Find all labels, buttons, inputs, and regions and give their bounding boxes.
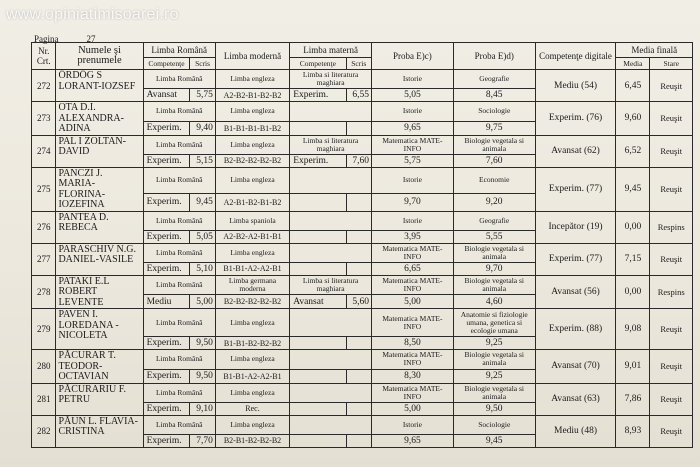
table-row bbox=[32, 211, 693, 230]
lm-levels: A2-B2-A2-B1-B1 bbox=[215, 230, 289, 243]
row-nr: 276 bbox=[32, 211, 56, 243]
ro-score: 5,10 bbox=[190, 262, 216, 275]
ro-subject: Limba Română bbox=[143, 415, 215, 434]
lm-subject: Limba engleza bbox=[215, 415, 289, 434]
mat-score bbox=[346, 121, 372, 135]
ro-subject: Limba Română bbox=[143, 211, 215, 230]
pd-subject: Biologie vegetala si animala bbox=[453, 243, 535, 262]
mat-score bbox=[346, 262, 372, 275]
pd-subject: Biologie vegetala si animala bbox=[453, 350, 535, 370]
pd-subject: Biologie vegetala si animala bbox=[453, 383, 535, 402]
pd-score: 9,75 bbox=[453, 121, 535, 135]
pd-subject: Biologie vegetala si animala bbox=[453, 275, 535, 295]
table-row bbox=[32, 383, 693, 402]
ro-subject: Limba Română bbox=[143, 135, 215, 154]
ro-score: 7,70 bbox=[190, 434, 216, 447]
lm-levels: B2-B2-B2-B2-B2 bbox=[215, 295, 289, 309]
lm-levels: Rec. bbox=[215, 402, 289, 415]
ro-level: Experim. bbox=[143, 337, 190, 350]
row-nr: 278 bbox=[32, 275, 56, 309]
status-result: Reuşit bbox=[650, 135, 693, 167]
lm-subject: Limba engleza bbox=[215, 383, 289, 402]
table-row bbox=[32, 309, 693, 337]
student-name: PAL I ZOLTAN-DAVID bbox=[56, 135, 143, 167]
pc-subject: Istorie bbox=[372, 211, 454, 230]
mat-score bbox=[346, 230, 372, 243]
final-average: 0,00 bbox=[616, 275, 650, 309]
pc-score: 5,00 bbox=[372, 295, 454, 309]
table-row bbox=[32, 275, 693, 295]
status-result: Reuşit bbox=[650, 167, 693, 211]
ro-level: Experim. bbox=[143, 434, 190, 447]
final-average: 8,93 bbox=[616, 415, 650, 447]
pc-score: 8,30 bbox=[372, 369, 454, 383]
pc-subject: Matematica MATE-INFO bbox=[372, 309, 454, 337]
mat-subject: Limba si literatura maghiara bbox=[290, 70, 372, 89]
ro-level: Experim. bbox=[143, 121, 190, 135]
row-nr: 282 bbox=[32, 415, 56, 447]
pd-score: 9,20 bbox=[453, 193, 535, 211]
pd-score: 9,45 bbox=[453, 434, 535, 447]
pd-subject: Sociologie bbox=[453, 102, 535, 122]
table-row bbox=[32, 243, 693, 262]
ro-score: 5,75 bbox=[190, 89, 216, 102]
pd-score: 9,50 bbox=[453, 402, 535, 415]
mat-score bbox=[346, 193, 372, 211]
header-media-finala: Media finală bbox=[616, 43, 693, 58]
pc-subject: Matematica MATE-INFO bbox=[372, 350, 454, 370]
pc-score: 5,05 bbox=[372, 89, 454, 102]
ro-score: 9,45 bbox=[190, 193, 216, 211]
table-row bbox=[32, 70, 693, 89]
lm-subject: Limba engleza bbox=[215, 102, 289, 122]
student-name: ÖRDÖG S LORANT-IOZSEF bbox=[56, 70, 143, 102]
ro-subject: Limba Română bbox=[143, 309, 215, 337]
header-limba-moderna: Limba modernă bbox=[215, 43, 289, 70]
page-value: 27 bbox=[86, 34, 96, 44]
row-nr: 275 bbox=[32, 167, 56, 211]
table-row bbox=[32, 350, 693, 370]
ro-score: 9,10 bbox=[190, 402, 216, 415]
digital-competence: Avansat (56) bbox=[535, 275, 616, 309]
ro-score: 9,40 bbox=[190, 121, 216, 135]
pd-score: 4,60 bbox=[453, 295, 535, 309]
lm-subject: Limba engleza bbox=[215, 309, 289, 337]
header-limba-romana: Limba Română bbox=[143, 43, 215, 58]
ro-level: Experim. bbox=[143, 369, 190, 383]
final-average: 7,15 bbox=[616, 243, 650, 275]
header-mat-competente: Competenţe bbox=[290, 58, 346, 70]
student-name: PĂUN L. FLAVIA-CRISTINA bbox=[56, 415, 143, 447]
row-nr: 274 bbox=[32, 135, 56, 167]
header-media: Media bbox=[616, 58, 650, 70]
mat-score bbox=[346, 337, 372, 350]
header-competente-digitale: Competenţe digitale bbox=[535, 43, 616, 70]
lm-levels: B1-B1-A2-A2-B1 bbox=[215, 262, 289, 275]
mat-level bbox=[290, 230, 346, 243]
lm-levels: B1-B1-A2-A2-B1 bbox=[215, 369, 289, 383]
lm-subject: Limba engleza bbox=[215, 135, 289, 154]
student-name: PĂCURAR T. TEODOR-OCTAVIAN bbox=[56, 350, 143, 384]
mat-level bbox=[290, 337, 346, 350]
pc-subject: Istorie bbox=[372, 167, 454, 193]
ro-subject: Limba Română bbox=[143, 102, 215, 122]
header-nr: Nr. Crt. bbox=[32, 43, 56, 70]
pc-score: 9,70 bbox=[372, 193, 454, 211]
ro-subject: Limba Română bbox=[143, 383, 215, 402]
mat-subject bbox=[290, 167, 372, 193]
pc-subject: Matematica MATE-INFO bbox=[372, 243, 454, 262]
digital-competence: Experim. (88) bbox=[535, 309, 616, 350]
mat-level bbox=[290, 262, 346, 275]
final-average: 6,45 bbox=[616, 70, 650, 102]
digital-competence: Mediu (54) bbox=[535, 70, 616, 102]
mat-score: 7,60 bbox=[346, 154, 372, 167]
student-name: PĂCURARIU F. PETRU bbox=[56, 383, 143, 415]
digital-competence: Avansat (70) bbox=[535, 350, 616, 384]
page-label: Pagina bbox=[34, 34, 59, 44]
lm-subject: Limba engleza bbox=[215, 167, 289, 193]
pd-subject: Economie bbox=[453, 167, 535, 193]
ro-score: 9,50 bbox=[190, 337, 216, 350]
mat-subject: Limba si literatura maghiara bbox=[290, 135, 372, 154]
pc-score: 5,75 bbox=[372, 154, 454, 167]
student-name: PATAKI E.L ROBERT LEVENTE bbox=[56, 275, 143, 309]
status-result: Reuşit bbox=[650, 415, 693, 447]
student-name: PANCZI J. MARIA-FLORINA-IOZEFINA bbox=[56, 167, 143, 211]
mat-level bbox=[290, 193, 346, 211]
row-nr: 277 bbox=[32, 243, 56, 275]
digital-competence: Avansat (62) bbox=[535, 135, 616, 167]
header-proba-c: Proba E)c) bbox=[372, 43, 454, 70]
mat-subject bbox=[290, 309, 372, 337]
mat-subject bbox=[290, 415, 372, 434]
pc-subject: Matematica MATE-INFO bbox=[372, 383, 454, 402]
student-name: OTA D.I. ALEXANDRA-ADINA bbox=[56, 102, 143, 136]
ro-subject: Limba Română bbox=[143, 70, 215, 89]
mat-subject: Limba si literatura maghiara bbox=[290, 275, 372, 295]
mat-level: Experim. bbox=[290, 89, 346, 102]
status-result: Reuşit bbox=[650, 383, 693, 415]
mat-level bbox=[290, 369, 346, 383]
mat-level bbox=[290, 434, 346, 447]
lm-subject: Limba engleza bbox=[215, 70, 289, 89]
pc-score: 9,65 bbox=[372, 121, 454, 135]
ro-level: Avansat bbox=[143, 89, 190, 102]
pc-subject: Matematica MATE-INFO bbox=[372, 135, 454, 154]
pd-score: 8,45 bbox=[453, 89, 535, 102]
ro-score: 9,50 bbox=[190, 369, 216, 383]
status-result: Reuşit bbox=[650, 350, 693, 384]
digital-competence: Avansat (63) bbox=[535, 383, 616, 415]
mat-score: 6,55 bbox=[346, 89, 372, 102]
pc-subject: Istorie bbox=[372, 70, 454, 89]
pc-score: 6,65 bbox=[372, 262, 454, 275]
pd-score: 9,25 bbox=[453, 337, 535, 350]
watermark: www.opiniatimisoarei.ro bbox=[6, 6, 179, 23]
student-name: PANTEA D. REBECA bbox=[56, 211, 143, 243]
pd-subject: Sociologie bbox=[453, 415, 535, 434]
pc-score: 9,65 bbox=[372, 434, 454, 447]
student-name: PAVEN I. LOREDANA - NICOLETA bbox=[56, 309, 143, 350]
table-row bbox=[32, 135, 693, 154]
pd-subject: Anatomie si fiziologie umana, genetica si ecologie umana bbox=[453, 309, 535, 337]
ro-level: Experim. bbox=[143, 230, 190, 243]
ro-score: 5,15 bbox=[190, 154, 216, 167]
pc-subject: Matematica MATE-INFO bbox=[372, 275, 454, 295]
mat-subject bbox=[290, 383, 372, 402]
final-average: 6,52 bbox=[616, 135, 650, 167]
lm-subject: Limba spaniola bbox=[215, 211, 289, 230]
mat-subject bbox=[290, 350, 372, 370]
final-average: 9,08 bbox=[616, 309, 650, 350]
mat-level: Experim. bbox=[290, 154, 346, 167]
ro-subject: Limba Română bbox=[143, 167, 215, 193]
pd-score: 9,25 bbox=[453, 369, 535, 383]
pc-score: 3,95 bbox=[372, 230, 454, 243]
header-proba-d: Proba E)d) bbox=[453, 43, 535, 70]
digital-competence: Incepător (19) bbox=[535, 211, 616, 243]
ro-level: Mediu bbox=[143, 295, 190, 309]
mat-subject bbox=[290, 211, 372, 230]
pd-subject: Biologie vegetala si animala bbox=[453, 135, 535, 154]
table-row bbox=[32, 102, 693, 122]
status-result: Reuşit bbox=[650, 102, 693, 136]
pc-score: 5,00 bbox=[372, 402, 454, 415]
ro-subject: Limba Română bbox=[143, 350, 215, 370]
lm-levels: A2-B2-B1-B2-B2 bbox=[215, 89, 289, 102]
table-row bbox=[32, 415, 693, 434]
mat-subject bbox=[290, 243, 372, 262]
table-row bbox=[32, 167, 693, 193]
final-average: 0,00 bbox=[616, 211, 650, 243]
lm-levels: B1-B1-B2-B2-B2 bbox=[215, 337, 289, 350]
student-name: PARASCHIV N.G. DANIEL-VASILE bbox=[56, 243, 143, 275]
row-nr: 279 bbox=[32, 309, 56, 350]
pc-subject: Istorie bbox=[372, 102, 454, 122]
pd-subject: Geografie bbox=[453, 70, 535, 89]
digital-competence: Mediu (48) bbox=[535, 415, 616, 447]
pd-score: 7,60 bbox=[453, 154, 535, 167]
mat-level: Avansat bbox=[290, 295, 346, 309]
ro-level: Experim. bbox=[143, 262, 190, 275]
pc-score: 8,50 bbox=[372, 337, 454, 350]
ro-level: Experim. bbox=[143, 193, 190, 211]
mat-subject bbox=[290, 102, 372, 122]
ro-subject: Limba Română bbox=[143, 243, 215, 262]
header-limba-materna: Limba maternă bbox=[290, 43, 372, 58]
final-average: 7,86 bbox=[616, 383, 650, 415]
mat-level bbox=[290, 121, 346, 135]
row-nr: 273 bbox=[32, 102, 56, 136]
lm-levels: B1-B1-B1-B1-B2 bbox=[215, 121, 289, 135]
row-nr: 281 bbox=[32, 383, 56, 415]
ro-score: 5,00 bbox=[190, 295, 216, 309]
mat-score bbox=[346, 434, 372, 447]
lm-levels: A2-B1-B2-B1-B2 bbox=[215, 193, 289, 211]
mat-score bbox=[346, 369, 372, 383]
pd-subject: Geografie bbox=[453, 211, 535, 230]
results-table bbox=[31, 42, 693, 448]
pc-subject: Istorie bbox=[372, 415, 454, 434]
ro-level: Experim. bbox=[143, 402, 190, 415]
lm-subject: Limba engleza bbox=[215, 350, 289, 370]
ro-score: 5,05 bbox=[190, 230, 216, 243]
lm-levels: B2-B2-B2-B2-B2 bbox=[215, 154, 289, 167]
lm-levels: B2-B1-B2-B2-B2 bbox=[215, 434, 289, 447]
status-result: Reuşit bbox=[650, 309, 693, 350]
header-stare: Stare bbox=[650, 58, 693, 70]
results-body bbox=[32, 70, 693, 448]
ro-level: Experim. bbox=[143, 154, 190, 167]
status-result: Reuşit bbox=[650, 70, 693, 102]
digital-competence: Experim. (77) bbox=[535, 243, 616, 275]
header-ro-scris: Scris bbox=[190, 58, 216, 70]
final-average: 9,45 bbox=[616, 167, 650, 211]
header-name: Numele şi prenumele bbox=[56, 43, 143, 70]
digital-competence: Experim. (76) bbox=[535, 102, 616, 136]
row-nr: 272 bbox=[32, 70, 56, 102]
digital-competence: Experim. (77) bbox=[535, 167, 616, 211]
mat-score bbox=[346, 402, 372, 415]
final-average: 9,60 bbox=[616, 102, 650, 136]
row-nr: 280 bbox=[32, 350, 56, 384]
pd-score: 5,55 bbox=[453, 230, 535, 243]
status-result: Respins bbox=[650, 275, 693, 309]
status-result: Respins bbox=[650, 211, 693, 243]
mat-score: 5,60 bbox=[346, 295, 372, 309]
mat-level bbox=[290, 402, 346, 415]
lm-subject: Limba germana moderna bbox=[215, 275, 289, 295]
final-average: 9,01 bbox=[616, 350, 650, 384]
status-result: Reuşit bbox=[650, 243, 693, 275]
lm-subject: Limba engleza bbox=[215, 243, 289, 262]
header-ro-competente: Competenţe bbox=[143, 58, 190, 70]
ro-subject: Limba Română bbox=[143, 275, 215, 295]
pd-score: 9,70 bbox=[453, 262, 535, 275]
header-mat-scris: Scris bbox=[346, 58, 372, 70]
